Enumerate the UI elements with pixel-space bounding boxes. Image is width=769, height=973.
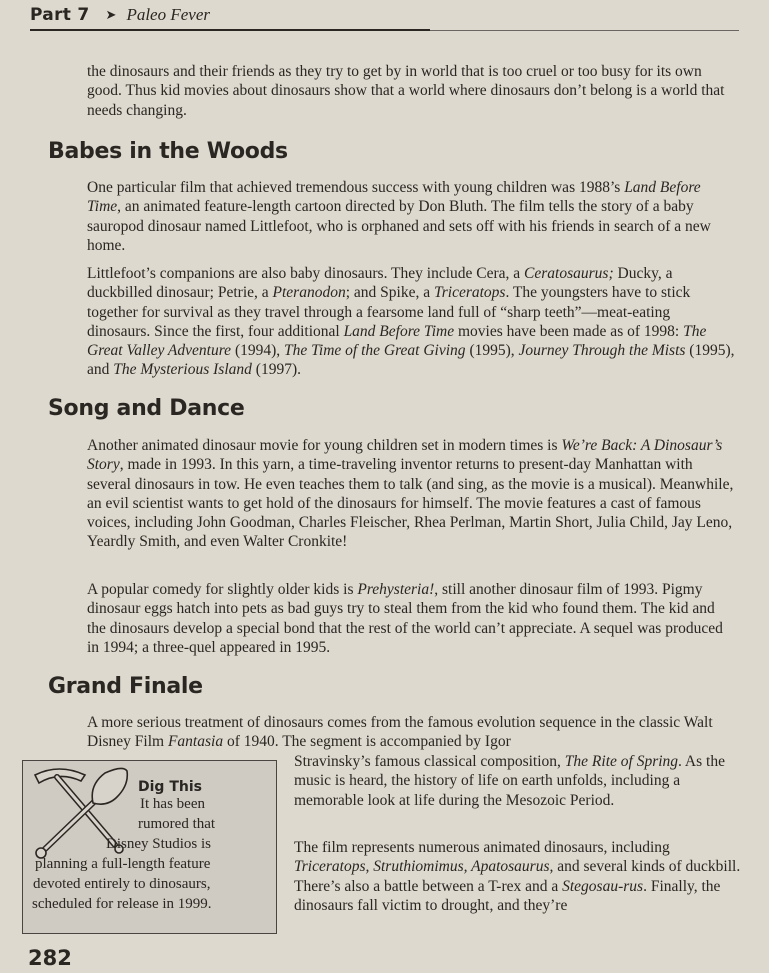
paragraph-littlefoot-companions: Littlefoot’s companions are also baby dinosaurs. They include Cera, a Ceratosaurus; Ducky, a duckbilled dinosaur; Petrie, a Pteranodon; and Spike, a Triceratops. The youngsters have to stick together for survival as they travel through a fearsome land full of “sharp teeth”—meat-eating dinosaurs. Since the first, four additional Land Before Time movies have been made as of 1998: The Great Valley Adventure (1994), The Time of the Great Giving (1995), Journey Through the Mists (1995), and The Mysterious Island (1997). bbox=[87, 265, 735, 379]
heading-grand-finale: Grand Finale bbox=[48, 674, 203, 699]
header-rule-thin bbox=[430, 30, 739, 31]
sidebar-line: devoted entirely to dinosaurs, bbox=[33, 876, 211, 892]
chapter-title: Paleo Fever bbox=[126, 5, 210, 24]
sidebar-line: rumored that bbox=[138, 816, 216, 832]
arrow-icon: ➤ bbox=[105, 7, 117, 22]
header-rule-thick bbox=[30, 29, 430, 31]
heading-song-and-dance: Song and Dance bbox=[48, 396, 245, 421]
sidebar-title: Dig This bbox=[138, 779, 202, 795]
sidebar-line: Disney Studios is bbox=[106, 836, 212, 852]
sidebar-line: It has been bbox=[140, 796, 205, 812]
paragraph-intro: the dinosaurs and their friends as they try to get by in world that is too cruel or too busy for its own good. Thus kid movies about dinosaurs show that a world where dinosaurs don’t belong is a world that needs changing. bbox=[87, 63, 725, 119]
paragraph-fantasia: A more serious treatment of dinosaurs comes from the famous evolution sequence in the classic Walt Disney Film Fantasia of 1940. The segment is accompanied by Igor bbox=[87, 714, 713, 751]
heading-babes-in-the-woods: Babes in the Woods bbox=[48, 139, 288, 164]
sidebar-line: planning a full-length feature bbox=[35, 856, 211, 872]
running-header bbox=[30, 4, 739, 26]
part-label: Part 7 bbox=[30, 5, 90, 25]
page-number: 282 bbox=[28, 946, 72, 970]
dig-this-sidebar bbox=[22, 760, 277, 934]
paragraph-fantasia-continued: Stravinsky’s famous classical composition, The Rite of Spring. As the music is heard, the history of life on earth unfolds, including a memorable look at life during the Mesozoic Period. bbox=[294, 753, 725, 809]
paragraph-were-back: Another animated dinosaur movie for young children set in modern times is We’re Back: A Dinosaur’s Story, made in 1993. In this yarn, a time-traveling inventor returns to present-day Manhattan with several dinosaurs in tow. He even teaches them to talk (and sing, as the movie is a musical). Meanwhile, an evil scientist wants to get hold of the dinosaurs for himself. The movie features a cast of famous voices, including John Goodman, Charles Fleischer, Rhea Perlman, Martin Short, Julia Child, Jay Leno, Yeardly Smith, and even Walter Cronkite! bbox=[87, 437, 734, 551]
paragraph-film-dinosaurs: The film represents numerous animated dinosaurs, including Triceratops, Struthiomimus, Apatosaurus, and several kinds of duckbill. There’s also a battle between a T-rex and a Stegosau-rus. Finally, the dinosaurs fall victim to drought, and they’re bbox=[294, 839, 741, 914]
paragraph-prehysteria: A popular comedy for slightly older kids is Prehysteria!, still another dinosaur film of 1993. Pigmy dinosaur eggs hatch into pets as bad guys try to steal them from the kid who found them. The kid and the dinosaurs develop a special bond that the rest of the world can’t appreciate. A sequel was produced in 1994; a three-quel appeared in 1995. bbox=[87, 581, 723, 656]
paragraph-land-before-time: One particular film that achieved tremendous success with young children was 1988’s Land Before Time, an animated feature-length cartoon directed by Don Bluth. The film tells the story of a baby sauropod dinosaur named Littlefoot, who is orphaned and sets off with his friends in search of a new home. bbox=[87, 179, 711, 254]
sidebar-line: scheduled for release in 1999. bbox=[32, 896, 212, 912]
